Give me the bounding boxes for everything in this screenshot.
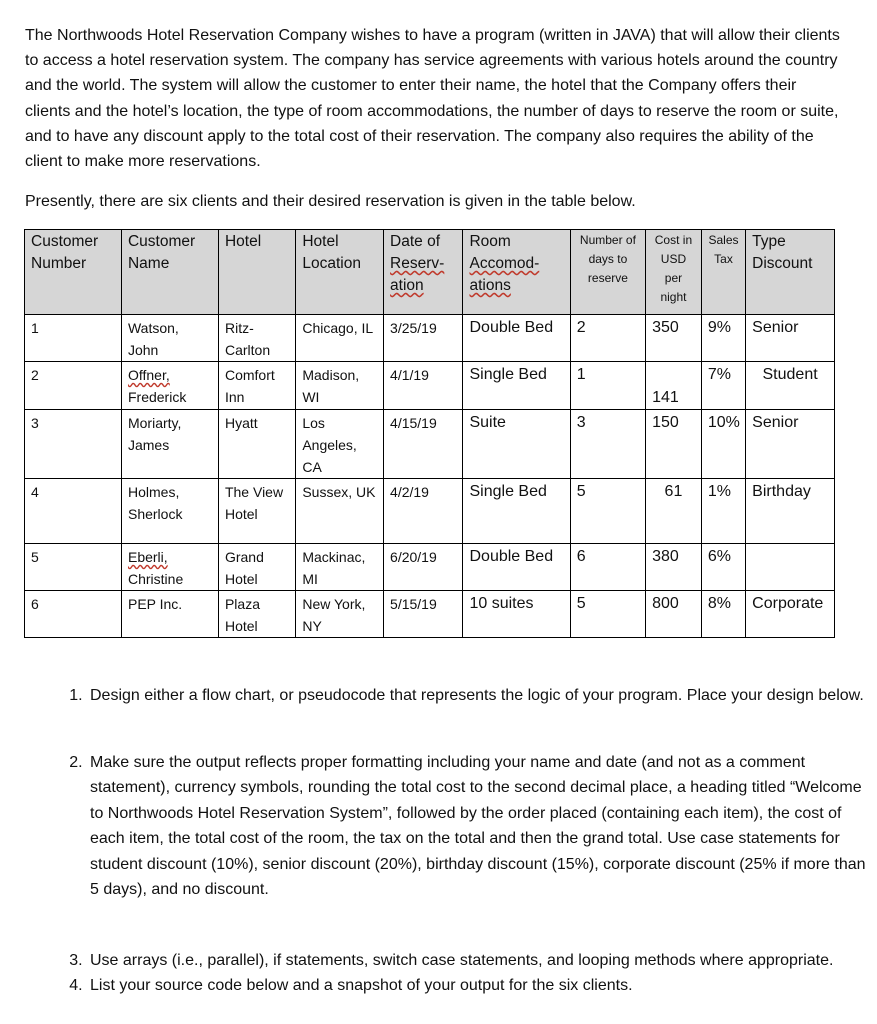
cell-location: Sussex, UK [296,479,384,544]
cell-number: 4 [25,479,122,544]
cell-hotel: Ritz-Carlton [218,315,295,362]
cell-name-wavy: Offner, [127,367,170,383]
task-item: 2. Make sure the output reflects proper formatting including your name and date (and not as a comment statement), currency symbols, rounding the total cost to the second decimal place, a heading titled “Welcome to Northwoods Hotel Reservation System”, followed by the order placed (containing each item), the cost of each item, the total cost of the room, the tax on the total and then the grand total. Use case statements for student discount (10%), senior discount (20%), birthday discount (15%), corporate discount (25% if more than 5 days), and no discount. [87,750,867,903]
cell-tax: 1% [701,479,745,544]
header-room-prefix: Room [469,233,511,250]
cell-discount: Birthday [746,479,835,544]
cell-discount: Senior [746,315,835,362]
cell-name [121,362,218,410]
cell-name: PEP Inc. [121,591,218,638]
cell-hotel: Grand Hotel [218,544,295,591]
table-row [25,544,835,591]
cell-name [121,544,218,591]
cell-name: Watson, John [121,315,218,362]
cell-days: 5 [570,479,645,544]
cell-discount [746,544,835,591]
cell-number: 2 [25,362,122,410]
cell-room: Double Bed [463,544,570,591]
cell-date: 6/20/19 [384,544,463,591]
cell-tax: 6% [701,544,745,591]
cell-number: 3 [25,410,122,479]
cell-location: New York, NY [296,591,384,638]
cell-tax: 10% [701,410,745,479]
cell-days: 2 [570,315,645,362]
cell-hotel: Hyatt [218,410,295,479]
cell-hotel: The View Hotel [218,479,295,544]
cell-hotel: Plaza Hotel [218,591,295,638]
cell-date: 5/15/19 [384,591,463,638]
cell-date: 4/2/19 [384,479,463,544]
cell-location: Chicago, IL [296,315,384,362]
cell-location: Los Angeles, CA [296,410,384,479]
cell-discount: Corporate [746,591,835,638]
cell-room: 10 suites [463,591,570,638]
task-item: 1. Design either a flow chart, or pseudocode that represents the logic of your program. Place your design below. [87,683,867,709]
cell-tax: 9% [701,315,745,362]
reservations-table [24,229,835,638]
cell-date: 4/1/19 [384,362,463,410]
cell-number: 5 [25,544,122,591]
header-hotel: Hotel [218,230,295,315]
table-intro-sentence: Presently, there are six clients and their desired reservation is given in the table below. [25,193,636,210]
cell-tax: 7% [701,362,745,410]
header-days: Number of days to reserve [570,230,645,315]
cell-location: Madison, WI [296,362,384,410]
header-date [384,230,463,315]
cell-cost: 380 [646,544,702,591]
cell-cost [646,362,702,410]
header-date-wavy: Reserv-ation [390,255,445,294]
cell-name-rest: Frederick [127,389,187,405]
cell-room: Single Bed [463,362,570,410]
header-customer-number: Customer Number [25,230,122,315]
cell-room: Suite [463,410,570,479]
header-customer-name: Customer Name [121,230,218,315]
cell-tax: 8% [701,591,745,638]
cell-number: 6 [25,591,122,638]
cell-name: Moriarty, James [121,410,218,479]
cell-cost: 61 [646,479,702,544]
cell-cost-value: 141 [652,389,679,406]
header-type-discount: Type Discount [746,230,835,315]
table-row [25,591,835,638]
task-list [56,683,867,999]
header-hotel-location: Hotel Location [296,230,384,315]
task-item: 3. Use arrays (i.e., parallel), if statements, switch case statements, and looping methods where appropriate. [87,948,867,974]
table-row [25,362,835,410]
cell-days: 1 [570,362,645,410]
intro-paragraph: The Northwoods Hotel Reservation Company wishes to have a program (written in JAVA) that will allow their clients to access a hotel reservation system. The company has service agreements with various hotels around the country and the world. The system will allow the customer to enter their name, the hotel that the Company offers their clients and the hotel’s location, the type of room accommodations, the number of days to reserve the room or suite, and to have any discount apply to the total cost of their reservation. The company also requires the ability of the client to make more reservations. [25,27,840,171]
cell-days: 5 [570,591,645,638]
cell-date: 3/25/19 [384,315,463,362]
cell-room: Single Bed [463,479,570,544]
cell-cost: 800 [646,591,702,638]
cell-days: 6 [570,544,645,591]
cell-cost: 350 [646,315,702,362]
table-row [25,315,835,362]
header-date-prefix: Date of [390,233,441,250]
table-row [25,479,835,544]
cell-cost: 150 [646,410,702,479]
cell-discount: Senior [746,410,835,479]
header-room [463,230,570,315]
cell-days: 3 [570,410,645,479]
cell-number: 1 [25,315,122,362]
task-item: 4. List your source code below and a snapshot of your output for the six clients. [87,973,867,999]
header-cost: Cost in USD per night [646,230,702,315]
cell-name: Holmes, Sherlock [121,479,218,544]
cell-name-rest: Christine [127,571,184,587]
header-room-wavy: Accomod-ations [469,255,540,294]
header-tax: Sales Tax [701,230,745,315]
cell-location: Mackinac, MI [296,544,384,591]
table-row [25,410,835,479]
cell-discount: Student [746,362,835,410]
cell-hotel: Comfort Inn [218,362,295,410]
header-row [25,230,835,315]
cell-date: 4/15/19 [384,410,463,479]
cell-room: Double Bed [463,315,570,362]
cell-name-wavy: Eberli, [127,549,168,565]
